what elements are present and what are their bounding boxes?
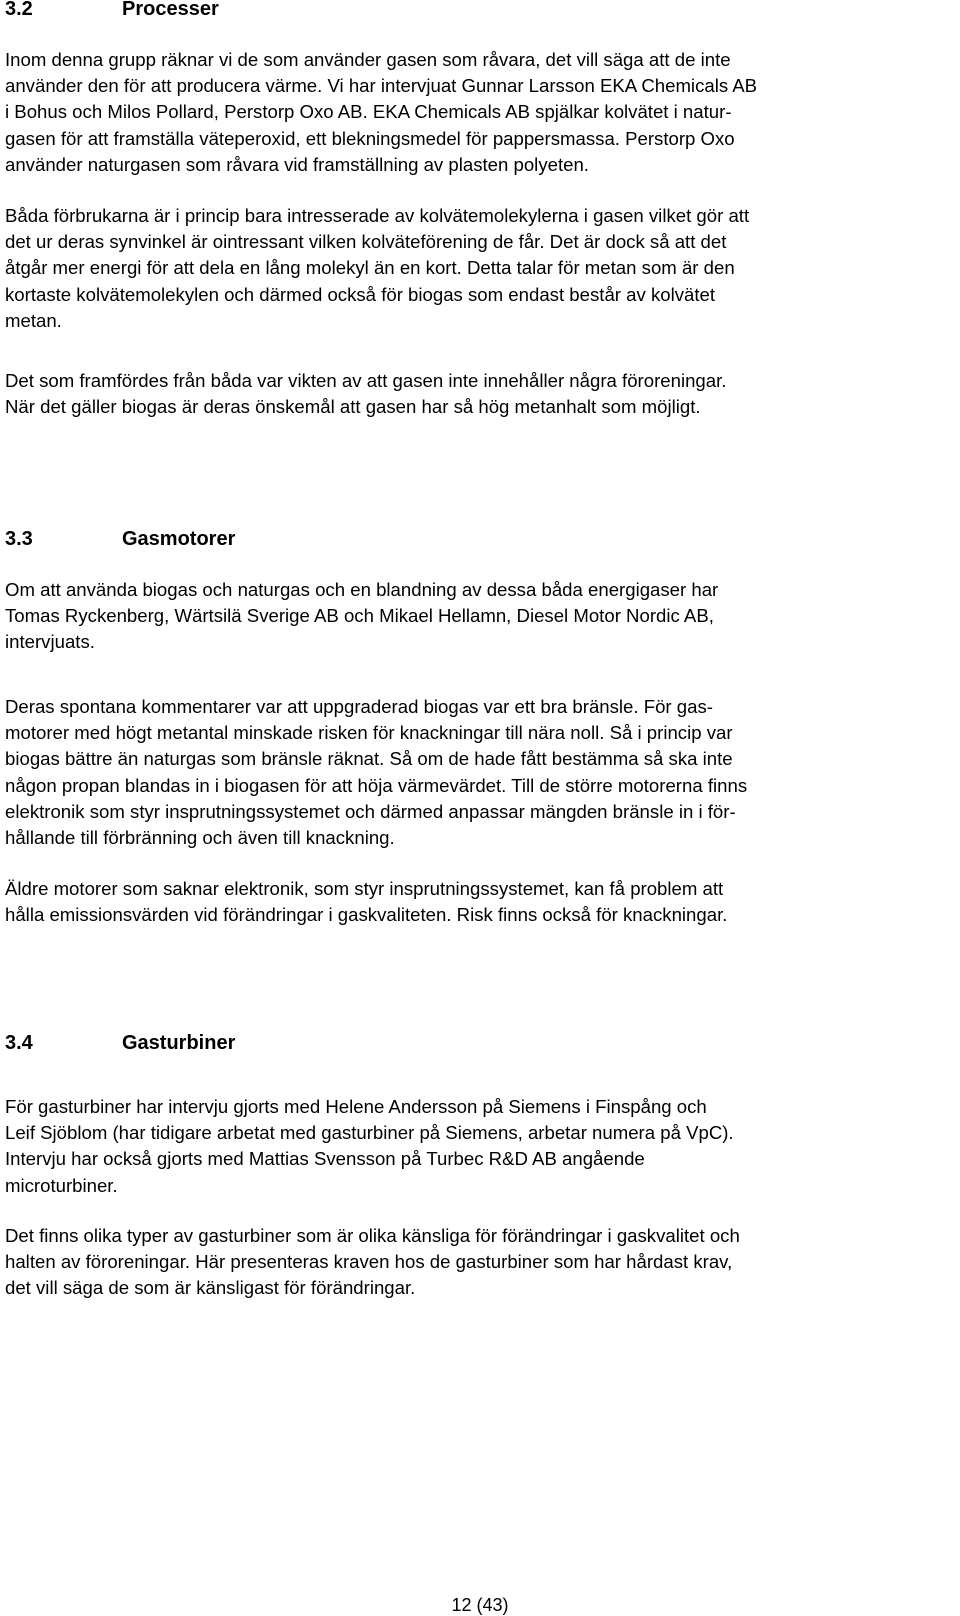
paragraph [5,577,718,656]
text-line: motorer med högt metantal minskade risken för knackningar till nära noll. Så i princip var [5,722,733,744]
text-line: microturbiner. [5,1174,118,1196]
text-line: Om att använda biogas och naturgas och en blandning av dessa båda energigaser har [5,579,719,600]
text-line: det vill säga de som är känsligast för förändringar. [5,1277,416,1299]
section-number: 3.4 [5,1032,33,1054]
text-line: När det gäller biogas är deras önskemål att gasen har så hög metanhalt som möjligt. [5,396,701,418]
text-line: För gasturbiner har intervju gjorts med Helene Andersson på Siemens i Finspång och [5,1096,707,1117]
text-line: Det som framfördes från båda var vikten av att gasen inte innehåller några föroreningar. [5,370,727,391]
text-line: gasen för att framställa väteperoxid, ett blekningsmedel för pappersmassa. Perstorp Oxo [5,127,735,149]
text-line: Inom denna grupp räknar vi de som använder gasen som råvara, det vill säga att de inte [5,49,731,70]
section-title: Gasmotorer [122,528,236,550]
text-line: elektronik som styr insprutningssystemet och därmed anpassar mängden bränsle in i för- [5,800,736,822]
text-line: någon propan blandas in i biogasen för att höja värmevärdet. Till de större motorerna finns [5,774,748,796]
text-line: Tomas Ryckenberg, Wärtsilä Sverige AB och Mikael Hellamn, Diesel Motor Nordic AB, [5,605,714,627]
text-line: i Bohus och Milos Pollard, Perstorp Oxo AB. EKA Chemicals AB spjälkar kolvätet i natur- [5,101,732,123]
section-number: 3.2 [5,0,33,20]
text-line: det ur deras synvinkel är ointressant vilken kolväteförening de får. Det är dock så att det [5,231,727,253]
section-number: 3.3 [5,528,33,550]
text-line: Leif Sjöblom (har tidigare arbetat med gasturbiner på Siemens, arbetar numera på VpC). [5,1122,734,1144]
paragraph [5,1094,734,1199]
text-line: hålla emissionsvärden vid förändringar i gaskvaliteten. Risk finns också för knackningar. [5,904,728,926]
text-line: åtgår mer energi för att dela en lång molekyl än en kort. Detta talar för metan som är den [5,257,735,279]
paragraph [5,368,726,420]
text-line: biogas bättre än naturgas som bränsle räknat. Så om de hade fått bestämma så ska inte [5,748,733,770]
paragraph [5,203,749,334]
text-line: Det finns olika typer av gasturbiner som är olika känsliga för förändringar i gaskvalitet och [5,1225,740,1246]
text-line: Deras spontana kommentarer var att uppgraderad biogas var ett bra bränsle. För gas- [5,696,713,717]
section-title: Gasturbiner [122,1032,236,1054]
text-line: Äldre motorer som saknar elektronik, som styr insprutningssystemet, kan få problem att [5,878,724,899]
page-number: 12 (43) [451,1595,509,1615]
paragraph [5,47,757,178]
paragraph [5,876,727,928]
paragraph [5,694,747,851]
text-line: använder naturgasen som råvara vid framställning av plasten polyeten. [5,153,589,175]
text-line: halten av föroreningar. Här presenteras kraven hos de gasturbiner som har hårdast krav, [5,1251,733,1273]
section-heading-3-2 [5,0,219,21]
text-line: Intervju har också gjorts med Mattias Svensson på Turbec R&D AB angående [5,1148,645,1170]
text-line: kortaste kolvätemolekylen och därmed också för biogas som endast består av kolvätet [5,283,716,305]
section-title: Processer [122,0,219,20]
text-line: Båda förbrukarna är i princip bara intresserade av kolvätemolekylerna i gasen vilket gör att [5,205,750,226]
text-line: intervjuats. [5,631,95,653]
text-line: hållande till förbränning och även till knackning. [5,827,395,849]
section-heading-3-3 [5,527,235,551]
text-line: metan. [5,309,62,331]
paragraph [5,1223,740,1302]
text-line: använder den för att producera värme. Vi har intervjuat Gunnar Larsson EKA Chemicals AB [5,75,758,97]
section-heading-3-4 [5,1031,235,1055]
